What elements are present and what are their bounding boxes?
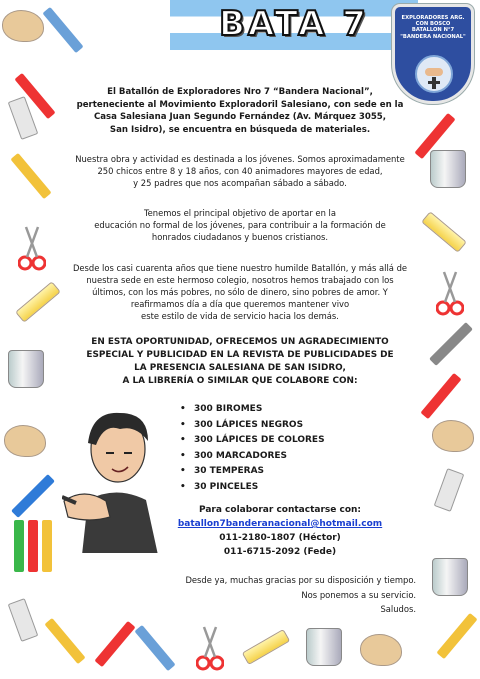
phone-fede: 011-6715-2092 (Fede)	[223, 547, 337, 557]
highlighter-icon	[436, 613, 477, 659]
closing-text: Desde ya, muchas gracias por su disposición y tiempo. Nos ponemos a su servicio. Saludos.	[185, 575, 416, 614]
highlighter-icon	[10, 153, 51, 199]
list-item: • 300 MARCADORES	[180, 450, 288, 461]
highlighter-icon	[44, 618, 85, 664]
caricature-man-illustration	[62, 405, 170, 553]
pencil-icon	[42, 7, 83, 53]
scissors-icon	[196, 625, 224, 671]
contact-block	[170, 503, 390, 559]
glue-stick-icon	[8, 598, 39, 642]
paint-tube-icon	[421, 211, 467, 253]
yellow-pencil-icon	[42, 520, 52, 572]
marker-icon	[94, 621, 135, 667]
contact-heading: Para colaborar contactarse con:	[198, 505, 362, 515]
phone-hector: 011-2180-1807 (Héctor)	[219, 533, 341, 543]
paintbrush-icon	[11, 474, 55, 518]
offer-heading: EN ESTA OPORTUNIDAD, OFRECEMOS UN AGRADECIMIENTO ESPECIAL Y PUBLICIDAD EN LA REVISTA DE PUBLICIDADES DE LA PRESENCIA SALESIANA DE SAN ISIDRO, A LA LIBRERÍA O SIMILAR QUE COLABORE CON:	[86, 337, 394, 386]
green-pencil-icon	[14, 520, 24, 572]
list-item: • 30 PINCELES	[180, 481, 259, 492]
pencil-jar-icon	[430, 150, 466, 188]
email-link[interactable]: batallon7banderanacional@hotmail.com	[177, 519, 383, 529]
list-item: • 300 LÁPICES DE COLORES	[180, 435, 325, 445]
scissors-icon	[18, 225, 46, 271]
list-item: • 300 BIROMES	[180, 404, 263, 414]
list-item: • 30 TEMPERAS	[180, 466, 265, 476]
handshake-icon	[425, 68, 443, 76]
intro-paragraph: El Batallón de Exploradores Nro 7 “Bandera Nacional”, perteneciente al Movimiento Exploradoril Salesiano, con sede en la Casa Salesiana Juan Segundo Fernández (Av. Márquez 3055, San Isidro), se encuentra en búsqueda de materiales.	[76, 87, 404, 135]
materials-list	[180, 402, 325, 495]
list-item: • 300 LÁPICES NEGROS	[180, 419, 304, 430]
red-pencil-icon	[28, 520, 38, 572]
paint-palette-icon	[432, 420, 474, 452]
paint-tube-icon	[242, 629, 291, 665]
pencil-jar-icon	[306, 628, 342, 666]
paint-palette-icon	[2, 10, 44, 42]
badge-text: EXPLORADORES ARG. CON BOSCO BATALLON N°7 "BANDERA NACIONAL"	[400, 15, 466, 40]
scissors-icon	[436, 270, 464, 316]
pencil-icon	[134, 625, 175, 671]
glue-stick-icon	[434, 468, 465, 512]
pencil-jar-icon	[432, 558, 468, 596]
objective-paragraph: Tenemos el principal objetivo de aportar en la educación no formal de los jóvenes, para contribuir a la formación de honrados ciudadanos y buenos cristianos.	[94, 208, 386, 242]
paint-palette-icon	[360, 634, 402, 666]
pen-icon	[429, 322, 473, 366]
history-paragraph: Desde los casi cuarenta años que tiene nuestro humilde Batallón, y más allá de nuestra sede en este hermoso colegio, nosotros hemos trabajado con los últimos, con los más pobres, no sólo de dinero, sino pobres de amor. Y reafirmamos día a día que queremos mantener vivo este estilo de vida de servicio hacia los demás.	[72, 263, 408, 321]
activity-paragraph: Nuestra obra y actividad es destinada a los jóvenes. Somos aproximadamente 250 chicos entre 8 y 18 años, con 40 animadores mayores de edad, y 25 padres que nos acompañan sábado a sábado.	[75, 154, 405, 188]
pencil-jar-icon	[8, 350, 44, 388]
paint-palette-icon	[4, 425, 46, 457]
page-title: BATA 7	[219, 4, 369, 44]
